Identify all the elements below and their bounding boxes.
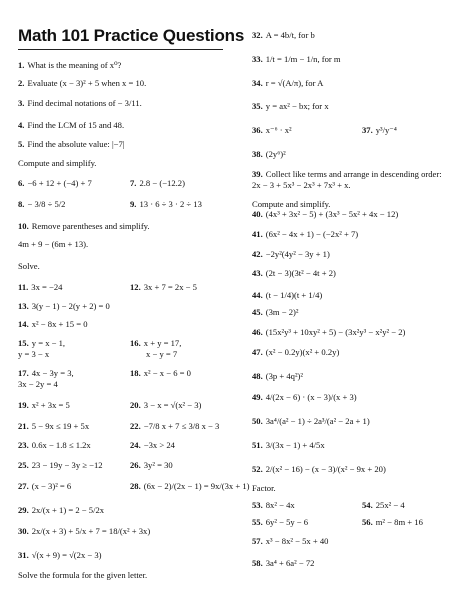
question-19: [18, 400, 70, 410]
right-text-line: Factor.: [252, 483, 276, 493]
question-text: (15x²y³ + 10xy² + 5) − (3x²y³ − x²y² − 2): [265, 327, 406, 337]
question-45: [252, 307, 298, 317]
question-31: [18, 550, 102, 560]
question-text: (2t − 3)(3t² − 4t + 2): [265, 268, 336, 278]
question-26: [130, 460, 173, 470]
question-text: 2/(x² − 16) − (x − 3)/(x² − 9x + 20): [265, 464, 386, 474]
question-6: [18, 178, 92, 188]
question-number: 14.: [18, 319, 29, 329]
question-text: −2y²(4y² − 3y + 1): [265, 249, 330, 259]
question-number: 46.: [252, 327, 263, 337]
question-number: 58.: [252, 558, 263, 568]
question-number: 16.: [130, 338, 141, 348]
question-number: 20.: [130, 400, 141, 410]
question-number: 54.: [362, 500, 373, 510]
question-47: [252, 347, 339, 357]
question-text: (x − 3)² = 6: [31, 481, 72, 491]
question-text: m² − 8m + 16: [375, 517, 423, 527]
question-text: 4x − 3y = 3,: [31, 368, 74, 378]
question-text: 25x² − 4: [375, 500, 405, 510]
question-17: [18, 368, 74, 378]
question-33: [252, 54, 341, 64]
question-number: 3.: [18, 98, 25, 108]
question-42: [252, 249, 330, 259]
question-57: [252, 536, 328, 546]
question-number: 39.: [252, 169, 263, 179]
question-11: [18, 282, 62, 292]
question-number: 43.: [252, 268, 263, 278]
question-number: 55.: [252, 517, 263, 527]
question-number: 17.: [18, 368, 29, 378]
question-number: 45.: [252, 307, 263, 317]
question-text: 3a⁴/(a² − 1) ÷ 2a³/(a² − 2a + 1): [265, 416, 370, 426]
question-3: [18, 98, 142, 108]
left-text-line: 4m + 9 − (6m + 13).: [18, 239, 89, 249]
question-text: x² − x − 6 = 0: [143, 368, 191, 378]
question-13: [18, 301, 110, 311]
question-text: x⁻⁶ · x²: [265, 125, 292, 135]
question-text: Evaluate (x − 3)² + 5 when x = 10.: [27, 78, 147, 88]
question-number: 12.: [130, 282, 141, 292]
question-number: 9.: [130, 199, 137, 209]
question-text: Find the LCM of 15 and 48.: [27, 120, 125, 130]
question-number: 18.: [130, 368, 141, 378]
question-48: [252, 371, 303, 381]
question-number: 23.: [18, 440, 29, 450]
question-text: 23 − 19y − 3y ≥ −12: [31, 460, 103, 470]
question-text: 6y² − 5y − 6: [265, 517, 309, 527]
question-34: [252, 78, 323, 88]
question-number: 15.: [18, 338, 29, 348]
question-27: [18, 481, 71, 491]
question-text: x² − 8x + 15 = 0: [31, 319, 88, 329]
question-text: 2x/(x + 1) = 2 − 5/2x: [31, 505, 105, 515]
question-number: 13.: [18, 301, 29, 311]
question-text: 1/t = 1/m − 1/n, for m: [265, 54, 341, 64]
question-number: 28.: [130, 481, 141, 491]
question-number: 38.: [252, 149, 263, 159]
question-2: [18, 78, 146, 88]
question-text: r = √(A/π), for A: [265, 78, 324, 88]
question-number: 25.: [18, 460, 29, 470]
question-text: y³/y⁻⁴: [375, 125, 397, 135]
question-20: [130, 400, 201, 410]
question-35: [252, 101, 329, 111]
question-29: [18, 505, 104, 515]
question-number: 44.: [252, 290, 263, 300]
question-text: − 3/8 ÷ 5/2: [27, 199, 66, 209]
question-21: [18, 421, 89, 431]
question-1: [18, 60, 121, 70]
question-number: 36.: [252, 125, 263, 135]
question-number: 33.: [252, 54, 263, 64]
question-number: 11.: [18, 282, 29, 292]
question-text: 3(y − 1) − 2(y + 2) = 0: [31, 301, 110, 311]
question-54: [362, 500, 405, 510]
question-37: [362, 125, 397, 135]
question-24: [130, 440, 175, 450]
question-text: 3 − x = √(x² − 3): [143, 400, 202, 410]
question-text: −6 + 12 + (−4) + 7: [27, 178, 92, 188]
question-text: 0.6x − 1.8 ≤ 1.2x: [31, 440, 91, 450]
question-32: [252, 30, 315, 40]
question-30: [18, 526, 150, 536]
question-number: 52.: [252, 464, 263, 474]
question-text: (t − 1/4)(t + 1/4): [265, 290, 323, 300]
question-number: 57.: [252, 536, 263, 546]
question-51: [252, 440, 325, 450]
question-8: [18, 199, 65, 209]
question-number: 50.: [252, 416, 263, 426]
question-50: [252, 416, 370, 426]
question-text: 4/(2x − 6) · (x − 3)/(x + 3): [265, 392, 357, 402]
question-43: [252, 268, 336, 278]
question-text: A = 4b/t, for b: [265, 30, 315, 40]
question-7: [130, 178, 185, 188]
question-36: [252, 125, 292, 135]
question-text: y = ax² − bx; for x: [265, 101, 329, 111]
title-underline: [18, 49, 223, 50]
question-46: [252, 327, 405, 337]
question-38: [252, 149, 286, 159]
question-text: 3x = −24: [31, 282, 63, 292]
left-text-line: Compute and simplify.: [18, 158, 97, 168]
question-text: −3x > 24: [143, 440, 175, 450]
question-number: 56.: [362, 517, 373, 527]
question-number: 7.: [130, 178, 137, 188]
question-number: 8.: [18, 199, 25, 209]
question-text: 2.8 − (−12.2): [139, 178, 185, 188]
question-text: 13 · 6 ÷ 3 · 2 ÷ 13: [139, 199, 202, 209]
left-text-line: y = 3 − x: [18, 349, 50, 359]
question-text: x + y = 17,: [143, 338, 182, 348]
question-16: [130, 338, 181, 348]
question-text: Find the absolute value: |−7|: [27, 139, 125, 149]
question-text: x³ − 8x² − 5x + 40: [265, 536, 329, 546]
left-text-line: x − y = 7: [146, 349, 178, 359]
question-text: 8x² − 4x: [265, 500, 295, 510]
question-number: 1.: [18, 60, 25, 70]
question-4: [18, 120, 124, 130]
question-number: 47.: [252, 347, 263, 357]
question-number: 6.: [18, 178, 25, 188]
question-number: 48.: [252, 371, 263, 381]
question-18: [130, 368, 191, 378]
question-number: 51.: [252, 440, 263, 450]
question-text: (6x² − 4x + 1) − (−2x² + 7): [265, 229, 359, 239]
question-number: 34.: [252, 78, 263, 88]
question-text: −7/8 x + 7 ≤ 3/8 x − 3: [143, 421, 220, 431]
question-5: [18, 139, 125, 149]
question-number: 26.: [130, 460, 141, 470]
question-number: 2.: [18, 78, 25, 88]
question-10: [18, 221, 150, 231]
question-55: [252, 517, 308, 527]
question-text: (2y⁶)²: [265, 149, 286, 159]
question-56: [362, 517, 423, 527]
question-40: [252, 209, 398, 219]
question-number: 53.: [252, 500, 263, 510]
right-text-line: Compute and simplify.: [252, 199, 331, 209]
question-number: 19.: [18, 400, 29, 410]
question-22: [130, 421, 219, 431]
question-14: [18, 319, 88, 329]
question-number: 40.: [252, 209, 263, 219]
question-number: 10.: [18, 221, 29, 231]
question-text: (3m − 2)²: [265, 307, 299, 317]
question-number: 37.: [362, 125, 373, 135]
question-number: 22.: [130, 421, 141, 431]
question-9: [130, 199, 202, 209]
question-number: 30.: [18, 526, 29, 536]
question-text: y = x − 1,: [31, 338, 66, 348]
question-text: (6x − 2)/(2x − 1) = 9x/(3x + 1): [143, 481, 250, 491]
left-text-line: Solve.: [18, 261, 40, 271]
question-53: [252, 500, 295, 510]
question-text: 3y² = 30: [143, 460, 173, 470]
question-text: (4x³ + 3x² − 5) + (3x³ − 5x² + 4x − 12): [265, 209, 399, 219]
question-text: 2x/(x + 3) + 5/x + 7 = 18/(x² + 3x): [31, 526, 151, 536]
question-number: 27.: [18, 481, 29, 491]
question-number: 42.: [252, 249, 263, 259]
question-text: What is the meaning of x⁰?: [27, 60, 122, 70]
question-28: [130, 481, 250, 491]
question-text: 5 − 9x ≤ 19 + 5x: [31, 421, 90, 431]
question-number: 49.: [252, 392, 263, 402]
question-number: 5.: [18, 139, 25, 149]
question-12: [130, 282, 197, 292]
question-39: [252, 169, 442, 179]
question-number: 29.: [18, 505, 29, 515]
question-44: [252, 290, 322, 300]
question-15: [18, 338, 65, 348]
question-52: [252, 464, 386, 474]
left-text-line: 3x − 2y = 4: [18, 379, 58, 389]
question-58: [252, 558, 314, 568]
page-title: Math 101 Practice Questions: [18, 26, 245, 45]
question-text: (3p + 4q²)²: [265, 371, 303, 381]
question-text: x² + 3x = 5: [31, 400, 70, 410]
question-number: 24.: [130, 440, 141, 450]
question-25: [18, 460, 103, 470]
question-number: 41.: [252, 229, 263, 239]
question-number: 4.: [18, 120, 25, 130]
question-text: 3a⁴ + 6a² − 72: [265, 558, 315, 568]
question-23: [18, 440, 91, 450]
question-text: Remove parentheses and simplify.: [31, 221, 150, 231]
question-text: (x² − 0.2y)(x² + 0.2y): [265, 347, 340, 357]
right-text-line: 2x − 3 + 5x³ − 2x³ + 7x³ + x.: [252, 180, 351, 190]
left-text-line: Solve the formula for the given letter.: [18, 570, 148, 580]
question-text: 3/(3x − 1) + 4/5x: [265, 440, 325, 450]
question-49: [252, 392, 357, 402]
question-41: [252, 229, 358, 239]
question-text: Find decimal notations of − 3/11.: [27, 98, 142, 108]
question-number: 31.: [18, 550, 29, 560]
question-number: 35.: [252, 101, 263, 111]
question-text: Collect like terms and arrange in descending order:: [265, 169, 442, 179]
question-text: √(x + 9) = √(2x − 3): [31, 550, 102, 560]
question-number: 21.: [18, 421, 29, 431]
question-number: 32.: [252, 30, 263, 40]
question-text: 3x + 7 = 2x − 5: [143, 282, 197, 292]
